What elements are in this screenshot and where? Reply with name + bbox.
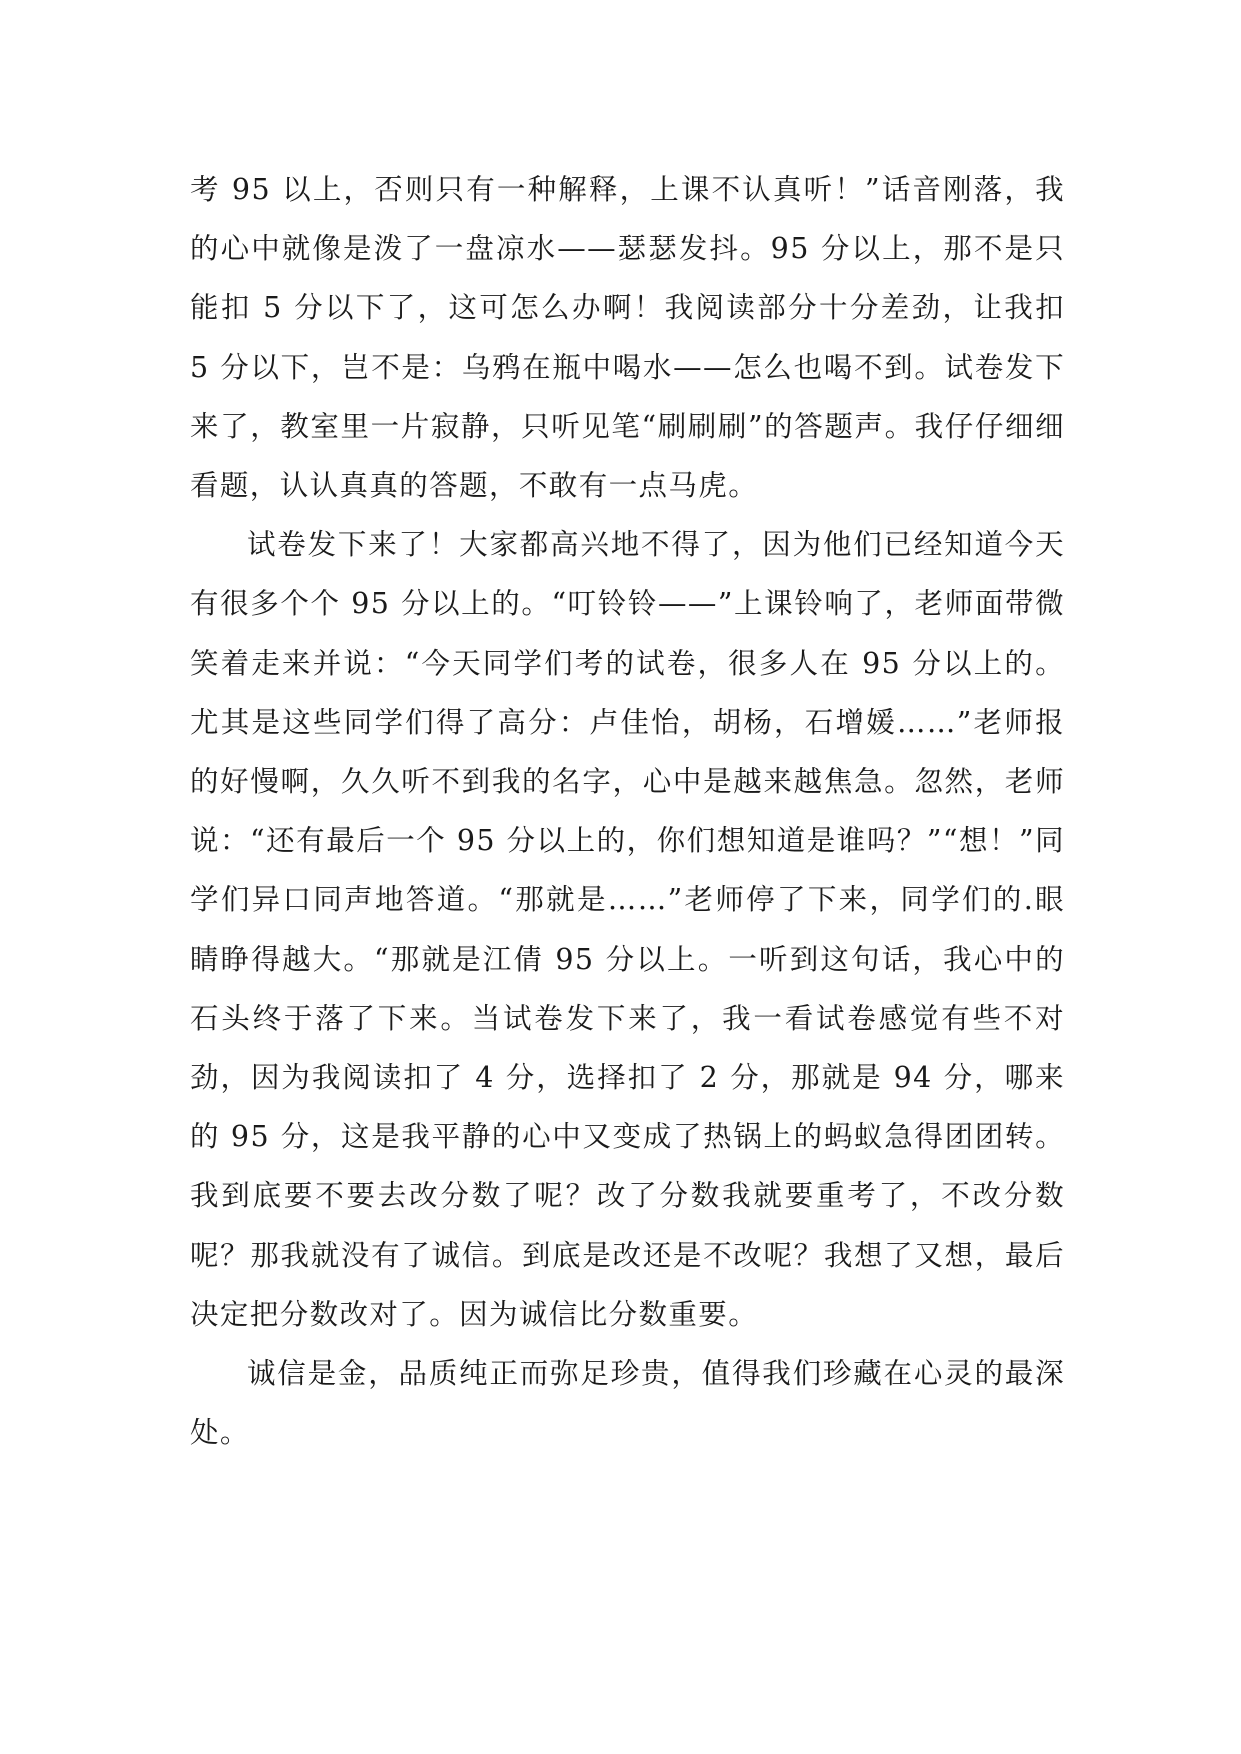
document-body [190, 160, 1065, 1462]
paragraph-2: 试卷发下来了！大家都高兴地不得了，因为他们已经知道今天有很多个个 95 分以上的。“叮铃铃——”上课铃响了，老师面带微笑着走来并说：“今天同学们考的试卷，很多人在 95 分以上的。尤其是这些同学们得了高分：卢佳怡，胡杨，石增媛……”老师报的好慢啊，久久听不到我的名字，心中是越来越焦急。忽然，老师说：“还有最后一个 95 分以上的，你们想知道是谁吗？”“想！”同学们异口同声地答道。“那就是……”老师停了下来，同学们的.眼睛睁得越大。“那就是江倩 95 分以上。一听到这句话，我心中的石头终于落了下来。当试卷发下来了，我一看试卷感觉有些不对劲，因为我阅读扣了 4 分，选择扣了 2 分，那就是 94 分，哪来的 95 分，这是我平静的心中又变成了热锅上的蚂蚁急得团团转。我到底要不要去改分数了呢？改了分数我就要重考了，不改分数呢？那我就没有了诚信。到底是改还是不改呢？我想了又想，最后决定把分数改对了。因为诚信比分数重要。 [190, 528, 1065, 1331]
paragraph-1: 考 95 以上，否则只有一种解释，上课不认真听！”话音刚落，我的心中就像是泼了一盘凉水——瑟瑟发抖。95 分以上，那不是只能扣 5 分以下了，这可怎么办啊！我阅读部分十分差劲，让我扣 5 分以下，岂不是：乌鸦在瓶中喝水——怎么也喝不到。试卷发下来了，教室里一片寂静，只听见笔“刷刷刷”的答题声。我仔仔细细看题，认认真真的答题，不敢有一点马虎。 [190, 173, 1065, 503]
paragraph-3: 诚信是金，品质纯正而弥足珍贵，值得我们珍藏在心灵的最深处。 [190, 1357, 1065, 1450]
